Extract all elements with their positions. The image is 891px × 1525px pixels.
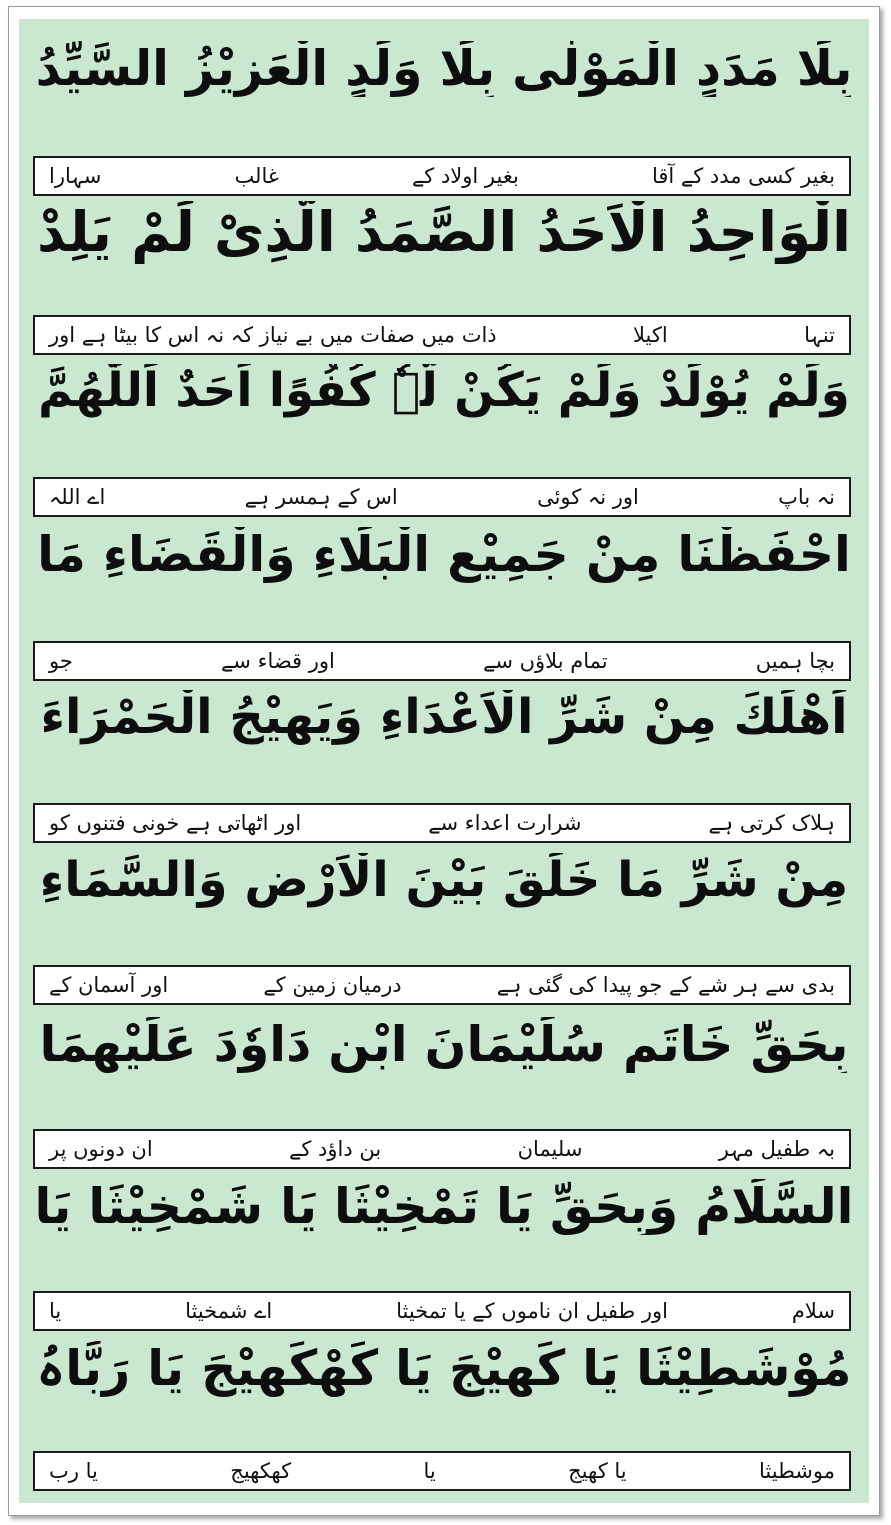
arabic-line-3: وَلَمْ یُوْلَدْ وَلَمْ یَکُنْ لَّہٗ کُفُوًا اَحَدٌ اَللّٰھُمَّ <box>38 364 850 418</box>
translation-segment: یا رب <box>49 1459 98 1483</box>
translation-segment: اور طفیل ان ناموں کے یا تمخیثا <box>396 1299 669 1323</box>
translation-segment: بچا ہمیں <box>755 649 835 673</box>
translation-segment: اے شمخیثا <box>185 1299 273 1323</box>
translation-segment: اے اللہ <box>49 485 106 509</box>
translation-segment: اکیلا <box>633 323 668 347</box>
translation-line-5 <box>33 803 851 843</box>
arabic-line-7: بِحَقِّ خَاتَمِ سُلَیْمَانَ ابْنِ دَاوٗدَ عَلَیْھِمَا <box>39 1017 849 1073</box>
arabic-line-6: مِنْ شَرِّ مَا خَلَقَ بَیْنَ الْاَرْضِ وَالسَّمَاءِ <box>39 853 849 908</box>
translation-segment: بہ طفیل مہر <box>718 1137 835 1161</box>
dua-page <box>19 19 869 1503</box>
arabic-line-5: اَھْلَكَ مِنْ شَرِّ الْاَعْدَاءِ وَیَھِیْجُ الْحَمْرَاءَ <box>40 690 848 745</box>
translation-segment: اس کے ہمسر ہے <box>244 485 398 509</box>
translation-segment: اور اٹھاتی ہے خونی فتنوں کو <box>49 811 302 835</box>
translation-segment: نہ باپ <box>778 485 835 509</box>
translation-segment: شرارت اعداء سے <box>428 811 582 835</box>
translation-line-6 <box>33 965 851 1005</box>
translation-segment: موشطیثا <box>759 1459 835 1483</box>
translation-segment: بغیر کسی مدد کے آقا <box>651 164 835 188</box>
arabic-line-1: بِلَا مَدَدٍ الْمَوْلٰی بِلَا وَلَدٍ الْعَزِیْزُ السَّیِّدُ <box>35 41 853 97</box>
arabic-line-9: مُوْشَطِیْثَا یَا کَھِیْجَ یَا کَھْکَھِیْجَ یَا رَبَّاہُ <box>36 1341 852 1397</box>
translation-segment: ان دونوں پر <box>49 1137 153 1161</box>
translation-segment: ہلاک کرتی ہے <box>708 811 835 835</box>
translation-segment: جو <box>49 649 73 673</box>
translation-segment: بغیر اولاد کے <box>411 164 519 188</box>
translation-line-4 <box>33 641 851 681</box>
translation-line-2 <box>33 315 851 355</box>
translation-segment: درمیان زمین کے <box>263 973 402 997</box>
translation-segment: اور نہ کوئی <box>537 485 639 509</box>
arabic-line-8: السَّلَامُ وَبِحَقِّ یَا تَمْخِیْثَا یَا شَمْخِیْثَا یَا <box>34 1179 854 1235</box>
page-frame <box>8 6 880 1516</box>
translation-line-7 <box>33 1129 851 1169</box>
translation-segment: بن داؤد کے <box>289 1137 382 1161</box>
translation-segment: یا <box>423 1459 436 1483</box>
arabic-line-2: الْوَاحِدُ الْاَحَدُ الصَّمَدُ الَّذِیْ لَمْ یَلِدْ <box>37 201 851 264</box>
translation-segment: ذات میں صفات میں بے نیاز کہ نہ اس کا بیٹا ہے اور <box>49 323 497 347</box>
translation-line-9 <box>33 1451 851 1491</box>
arabic-line-4: احْفَظْنَا مِنْ جَمِیْعِ الْبَلَاءِ وَالْقَضَاءِ مَا <box>37 527 851 583</box>
translation-segment: اور آسمان کے <box>49 973 169 997</box>
translation-segment: تنہا <box>804 323 835 347</box>
translation-segment: غالب <box>234 164 279 188</box>
translation-segment: یا کھیج <box>568 1459 627 1483</box>
translation-segment: کھکھیج <box>230 1459 292 1483</box>
translation-segment: سہارا <box>49 164 102 188</box>
translation-segment: تمام بلاؤں سے <box>483 649 608 673</box>
translation-line-1 <box>33 156 851 196</box>
translation-line-3 <box>33 477 851 517</box>
translation-segment: اور قضاء سے <box>221 649 335 673</box>
translation-segment: یا <box>49 1299 62 1323</box>
translation-line-8 <box>33 1291 851 1331</box>
translation-segment: سلیمان <box>517 1137 583 1161</box>
translation-segment: سلام <box>791 1299 835 1323</box>
translation-segment: بدی سے ہر شے کے جو پیدا کی گئی ہے <box>496 973 835 997</box>
